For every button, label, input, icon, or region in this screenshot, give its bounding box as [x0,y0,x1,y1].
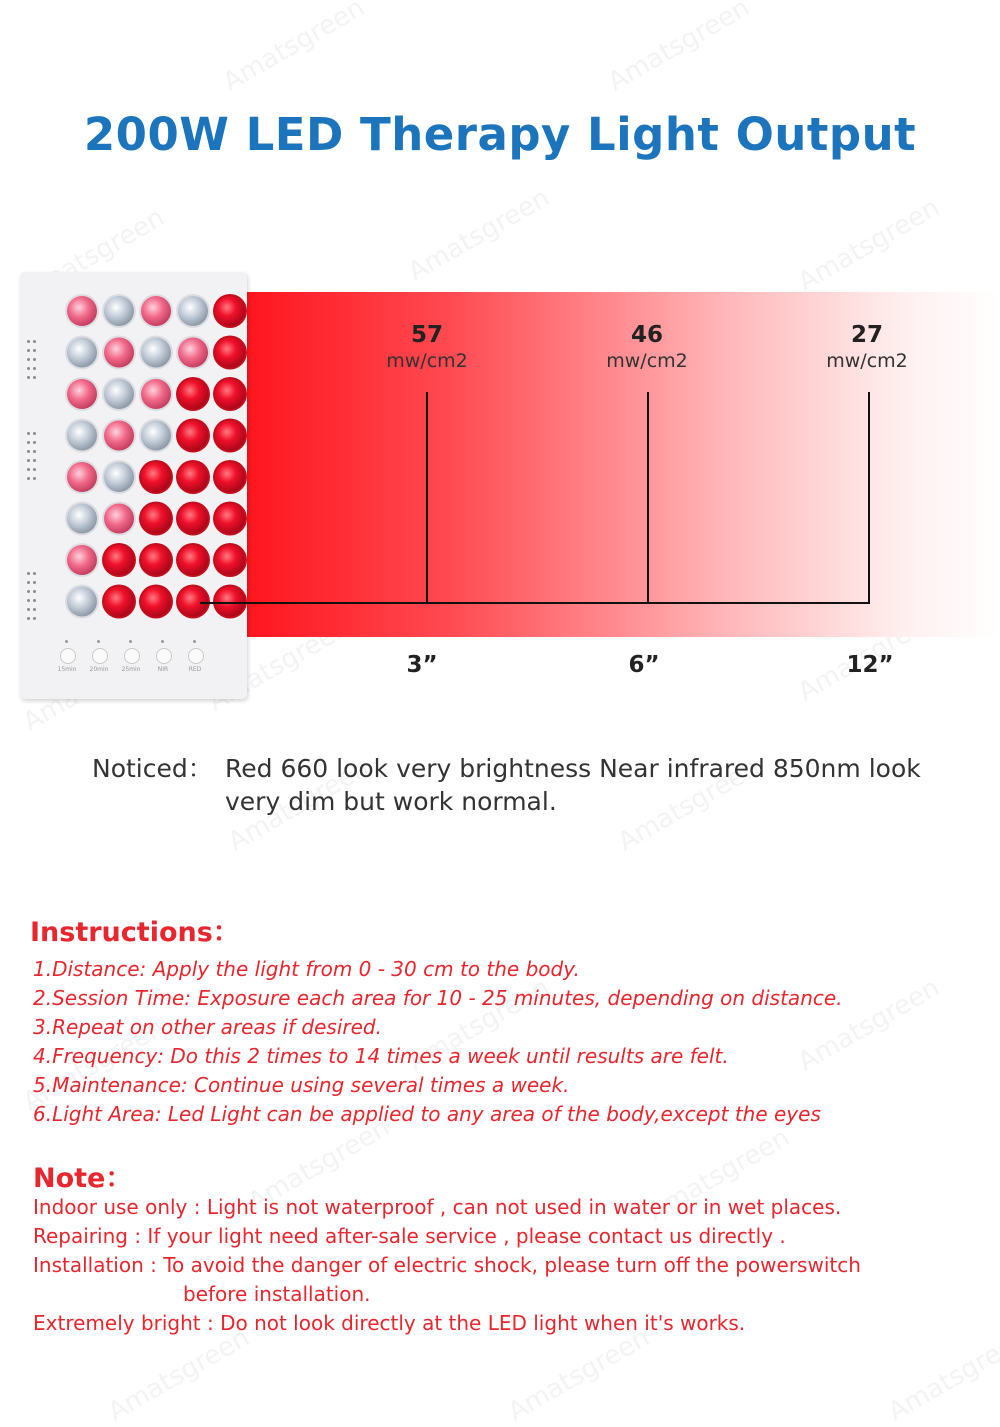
instruction-item: 5.Maintenance: Continue using several times a week. [33,1073,570,1097]
irradiance-unit: mw/cm2 [386,350,468,372]
vent-hole [33,599,36,602]
vent-hole [27,617,30,620]
instruction-item: 6.Light Area: Led Light can be applied to any area of the body,except the eyes [33,1102,821,1126]
led-bulb [67,296,97,326]
irradiance-unit: mw/cm2 [826,350,908,372]
led-bulb [104,296,134,326]
vent-hole [27,581,30,584]
red-led [178,504,208,534]
instruction-item: 1.Distance: Apply the light from 0 - 30 cm to the body. [33,957,580,981]
red-led [178,545,208,575]
irradiance-value: 57 [410,322,443,348]
panel-control-buttons [57,632,230,682]
notice-label: Noticed： [92,754,213,783]
vent-hole [33,441,36,444]
distance-label-3in: 3” [406,652,438,678]
vent-hole [27,432,30,435]
red-led [141,587,171,617]
red-led [178,421,208,451]
vent-hole [33,477,36,480]
button-label: 20min [89,666,109,673]
led-bulb [67,545,97,575]
vent-hole [33,358,36,361]
vent-hole [33,581,36,584]
instruction-item: 4.Frequency: Do this 2 times to 14 times a week until results are felt. [33,1044,729,1068]
led-bulb [67,338,97,368]
note-item-continuation: before installation. [183,1282,371,1306]
vent-hole [27,358,30,361]
indicator-dot [97,640,100,643]
instructions-title: Instructions： [30,917,240,948]
vent-hole [33,459,36,462]
led-bulb [178,296,208,326]
instruction-item: 2.Session Time: Exposure each area for 10 - 25 minutes, depending on distance. [33,986,843,1010]
vent-hole [27,590,30,593]
vent-hole [33,608,36,611]
vent-hole [27,572,30,575]
red-led [141,462,171,492]
red-led [215,504,245,534]
red-led [215,462,245,492]
led-bulb [67,504,97,534]
red-led [215,338,245,368]
distance-label-12in: 12” [846,652,894,678]
led-bulb [104,421,134,451]
vent-hole [27,477,30,480]
button-label: RED [188,666,202,673]
measurement-3in [357,322,497,372]
watermark-text [883,1323,1000,1427]
vent-hole [33,349,36,352]
vent-hole [27,450,30,453]
indicator-dot [161,640,164,643]
led-bulb [104,504,134,534]
vent-hole [27,340,30,343]
red-led [215,421,245,451]
notice-text: Red 660 look very brightness Near infrared 850nm look very dim but work normal. [225,754,921,816]
measurement-6in [577,322,717,372]
vent-hole [33,450,36,453]
red-led [178,462,208,492]
note-list [33,1193,973,1338]
vent-hole [27,599,30,602]
led-bulb [104,338,134,368]
vent-hole [27,441,30,444]
red-led [141,504,171,534]
watermark-text [793,193,945,298]
vent-hole [33,340,36,343]
vent-hole [33,590,36,593]
irradiance-unit: mw/cm2 [606,350,688,372]
red-led [104,545,134,575]
button-label: 25min [121,666,141,673]
vent-hole [33,468,36,471]
page-title: 200W LED Therapy Light Output [83,108,917,161]
vent-hole [33,617,36,620]
instruction-item: 3.Repeat on other areas if desired. [33,1015,382,1039]
vent-hole [27,349,30,352]
indicator-dot [129,640,132,643]
baseline-line [200,602,870,604]
vent-hole [27,376,30,379]
red-led [215,545,245,575]
note-item: Installation : To avoid the danger of electric shock, please turn off the powerswitch [33,1253,861,1277]
vent-hole [33,376,36,379]
measure-line-6in [647,392,649,604]
irradiance-value: 27 [850,322,883,348]
note-item: Repairing : If your light need after-sale service , please contact us directly . [33,1224,786,1248]
led-bulb [141,421,171,451]
vent-hole [33,367,36,370]
indicator-dot [65,640,68,643]
red-led [215,296,245,326]
red-led [104,587,134,617]
vent-hole [27,468,30,471]
button-label: 15min [57,666,77,673]
watermark-text [603,0,755,97]
led-bulb [104,379,134,409]
vent-hole [27,459,30,462]
button-label: NIR [157,666,169,673]
led-bulb [67,462,97,492]
red-led [215,379,245,409]
led-bulb [178,338,208,368]
note-title: Note： [33,1163,133,1194]
watermark-text [503,1323,655,1427]
indicator-dot [193,640,196,643]
vent-hole [27,367,30,370]
note-item: Indoor use only : Light is not waterproof , can not used in water or in wet places. [33,1195,842,1219]
vent-hole [33,432,36,435]
timer-20min-button [92,648,108,664]
led-bulb [67,587,97,617]
red-button [188,648,204,664]
red-led [178,379,208,409]
watermark-text [403,183,555,288]
nir-button [156,648,172,664]
timer-25min-button [124,648,140,664]
distance-label-6in: 6” [628,652,660,678]
led-bulb [104,462,134,492]
measurement-12in [797,322,937,372]
measure-line-3in [426,392,428,604]
instructions-list [33,955,973,1129]
note-item: Extremely bright : Do not look directly at the LED light when it's works. [33,1311,746,1335]
led-bulb [141,296,171,326]
vent-hole [27,608,30,611]
irradiance-value: 46 [630,322,663,348]
watermark-text [103,1323,255,1427]
led-bulb [67,379,97,409]
measure-line-12in [868,392,870,604]
watermark-text [218,0,370,97]
led-bulb [141,338,171,368]
vent-hole [33,572,36,575]
led-bulb [141,379,171,409]
red-led [141,545,171,575]
timer-15min-button [60,648,76,664]
led-bulb [67,421,97,451]
